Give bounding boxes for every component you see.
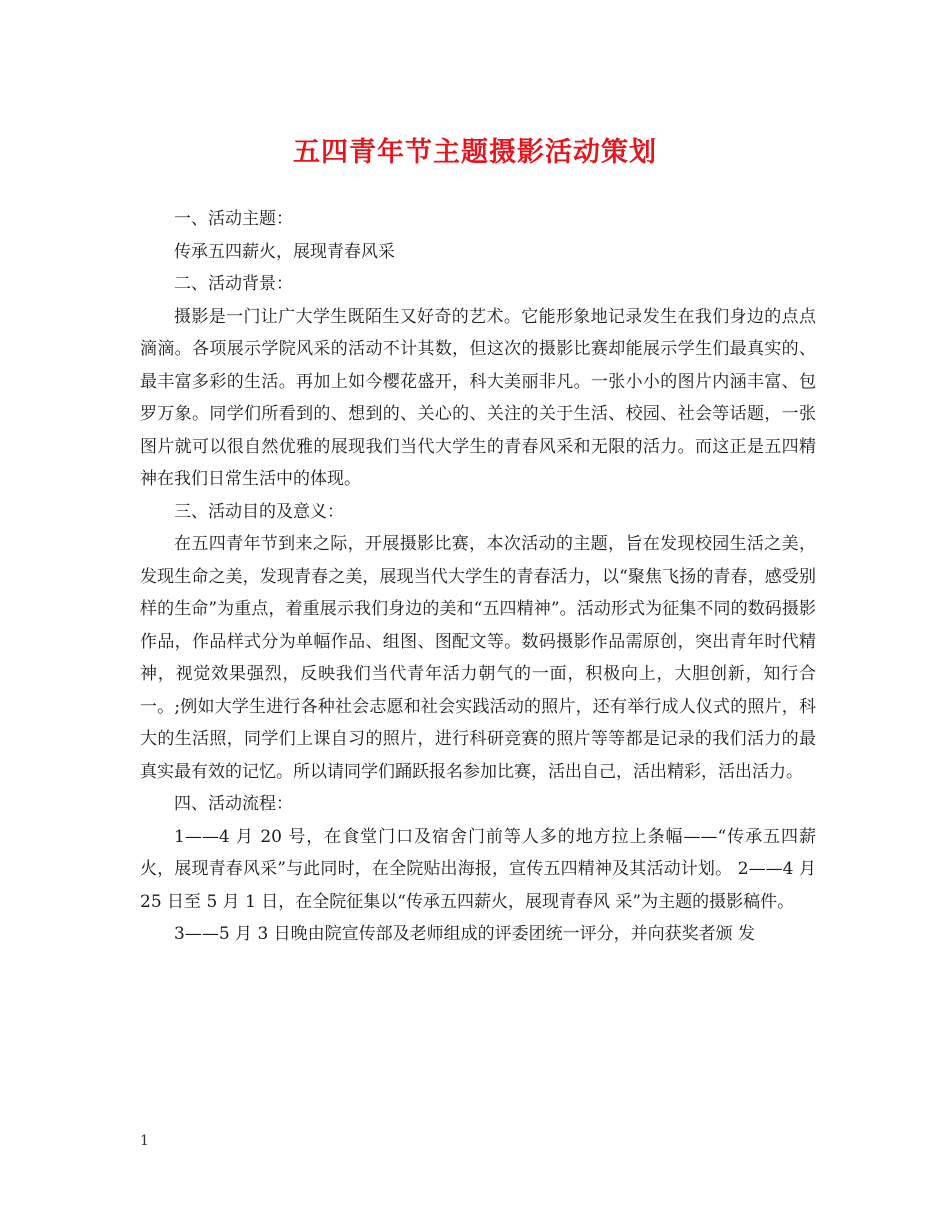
section-heading-purpose: 三、活动目的及意义：: [174, 501, 344, 522]
section-heading-background: 二、活动背景：: [174, 274, 293, 294]
process-paragraph-2: 3——5 月 3 日晚由院宣传部及老师组成的评委团统一评分，并向获奖者颁 发: [174, 924, 756, 944]
document-body: [140, 203, 816, 951]
document-title: 五四青年节主题摄影活动策划: [293, 137, 657, 168]
purpose-paragraph: 在五四青年节到来之际，开展摄影比赛，本次活动的主题，旨在发现校园生活之美，发现生命之美，发现青春之美，展现当代大学生的青春活力，以“聚焦飞扬的青春，感受别样的生命”为重点，着重展示我们身边的美和“五四精神”。活动形式为征集不同的数码摄影作品，作品样式分为单幅作品、组图、图配文等。数码摄影作品需原创，突出青年时代精神，视觉效果强烈，反映我们当代青年活力朝气的一面，积极向上，大胆创新，知行合一。;例如大学生进行各种社会志愿和社会实践活动的照片，还有举行成人仪式的照片，科大的生活照，同学们上课自习的照片，进行科研竞赛的照片等等都是记录的我们活力的最真实最有效的记忆。所以请同学们踊跃报名参加比赛，活出自己，活出精彩，活出活力。: [140, 534, 816, 782]
process-paragraph-1: 1——4 月 20 号，在食堂门口及宿舍门前等人多的地方拉上条幅——“传承五四薪火，展现青春风采”与此同时，在全院贴出海报，宣传五四精神及其活动计划。 2——4 月 25 日至 5 月 1 日，在全院征集以“传承五四薪火，展现青春风 采”为主题的摄影稿件。: [140, 826, 816, 912]
section-heading-process: 四、活动流程：: [174, 794, 293, 814]
theme-paragraph: 传承五四薪火，展现青春风采: [174, 241, 395, 262]
page-number: 1: [140, 1133, 149, 1149]
background-paragraph: 摄影是一门让广大学生既陌生又好奇的艺术。它能形象地记录发生在我们身边的点点滴滴。各项展示学院风采的活动不计其数，但这次的摄影比赛却能展示学生们最真实的、最丰富多彩的生活。再加上如今樱花盛开，科大美丽非凡。一张小小的图片内涵丰富、包罗万象。同学们所看到的、想到的、关心的、关注的关于生活、校园、社会等话题，一张图片就可以很自然优雅的展现我们当代大学生的青春风采和无限的活力。而这正是五四精神在我们日常生活中的体现。: [140, 306, 816, 489]
section-heading-theme: 一、活动主题：: [174, 209, 293, 229]
